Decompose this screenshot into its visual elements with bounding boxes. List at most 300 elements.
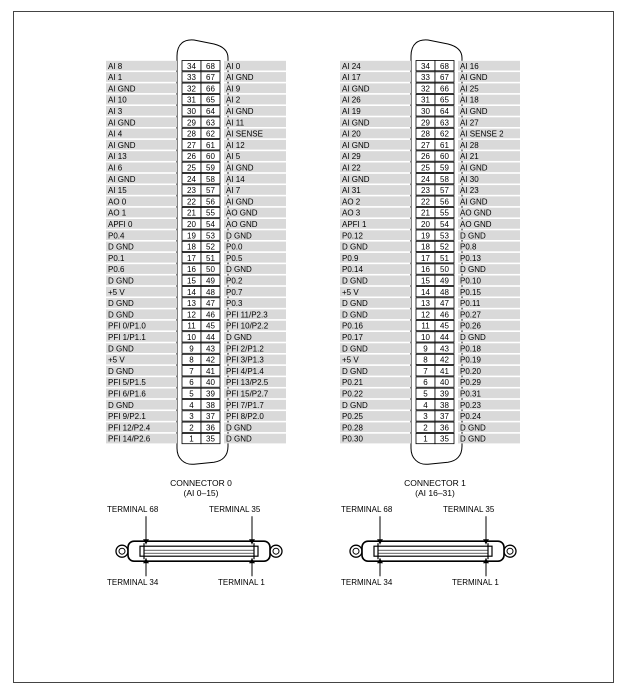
connector-title: CONNECTOR 0 (170, 478, 232, 489)
pin-row (340, 185, 520, 195)
left-signal-label: D GND (342, 400, 368, 410)
left-pin-number: 33 (421, 73, 430, 83)
right-signal-label: P0.3 (226, 299, 243, 309)
right-signal-label: P0.5 (226, 253, 243, 263)
right-screw (504, 545, 516, 557)
left-signal-label: PFI 9/P2.1 (108, 412, 146, 422)
left-pin-number: 15 (421, 276, 430, 286)
pin-row (340, 343, 520, 353)
pin-row (340, 388, 520, 398)
left-signal-label: AI 13 (108, 152, 127, 162)
terminal-34-label: TERMINAL 34 (341, 578, 393, 588)
left-pin-number: 16 (421, 265, 430, 275)
pin-row (340, 61, 520, 71)
right-pin-number: 59 (440, 163, 449, 173)
left-pin-number: 10 (187, 333, 196, 343)
left-signal-label: PFI 5/P1.5 (108, 378, 146, 388)
right-pin-number: 58 (440, 174, 449, 184)
left-signal-label: PFI 14/P2.6 (108, 434, 151, 444)
right-pin-number: 47 (440, 299, 449, 309)
terminal-1-label: TERMINAL 1 (452, 578, 499, 588)
right-pin-number: 38 (440, 400, 449, 410)
right-pin-number: 45 (206, 321, 215, 331)
left-pin-number: 19 (421, 231, 430, 241)
right-signal-label: AI 0 (226, 61, 241, 71)
right-signal-label: PFI 8/P2.0 (226, 412, 264, 422)
right-signal-label: D GND (460, 423, 486, 433)
left-pin-number: 24 (187, 174, 196, 184)
left-signal-label: AI GND (108, 118, 136, 128)
right-signal-label: AI 2 (226, 95, 241, 105)
left-pin-number: 22 (421, 197, 430, 207)
left-pin-number: 11 (187, 321, 196, 331)
left-signal-label: D GND (342, 299, 368, 309)
left-signal-label: AI 31 (342, 186, 361, 196)
left-screw (350, 545, 362, 557)
right-pin-number: 47 (206, 299, 215, 309)
right-signal-label: P0.2 (226, 276, 243, 286)
right-pin-number: 53 (440, 231, 449, 241)
right-signal-label: AI GND (460, 197, 488, 207)
terminal-68-label: TERMINAL 68 (341, 505, 393, 515)
left-signal-label: AO 2 (342, 197, 361, 207)
pin-row (340, 287, 520, 297)
right-signal-label: AI 27 (460, 118, 479, 128)
right-pin-number: 60 (440, 152, 449, 162)
pin-row (340, 253, 520, 263)
right-pin-number: 41 (440, 366, 449, 376)
left-signal-label: +5 V (342, 355, 359, 365)
terminal-34-label: TERMINAL 34 (107, 578, 159, 588)
right-pin-number: 51 (440, 253, 449, 263)
pin-row (340, 151, 520, 161)
right-signal-label: P0.0 (226, 242, 243, 252)
left-pin-number: 7 (189, 366, 194, 376)
right-signal-label: AI GND (226, 107, 254, 117)
right-pin-number: 64 (206, 107, 215, 117)
pin-row (340, 320, 520, 330)
right-signal-label: P0.13 (460, 253, 481, 263)
left-pin-number: 30 (187, 107, 196, 117)
right-pin-number: 46 (206, 310, 215, 320)
left-signal-label: +5 V (108, 287, 125, 297)
right-signal-label: AI 9 (226, 84, 241, 94)
right-signal-label: PFI 10/P2.2 (226, 321, 269, 331)
left-signal-label: P0.9 (342, 253, 359, 263)
right-pin-number: 55 (206, 208, 215, 218)
pin-row (340, 174, 520, 184)
left-signal-label: AI 24 (342, 61, 361, 71)
left-signal-label: AI 1 (108, 73, 123, 83)
left-pin-number: 22 (187, 197, 196, 207)
left-pin-number: 10 (421, 333, 430, 343)
right-pin-number: 48 (206, 287, 215, 297)
left-pin-number: 20 (187, 220, 196, 230)
right-pin-number: 65 (206, 95, 215, 105)
right-pin-number: 50 (440, 265, 449, 275)
left-pin-number: 5 (423, 389, 428, 399)
left-pin-number: 23 (187, 186, 196, 196)
right-signal-label: P0.24 (460, 412, 481, 422)
left-signal-label: APFI 1 (342, 220, 367, 230)
pin-row (340, 264, 520, 274)
right-signal-label: PFI 7/P1.7 (226, 400, 264, 410)
pin-row (340, 433, 520, 443)
left-signal-label: AI GND (342, 118, 370, 128)
left-signal-label: AI 3 (108, 107, 123, 117)
left-pin-number: 32 (421, 84, 430, 94)
left-pin-number: 16 (187, 265, 196, 275)
right-signal-label: P0.26 (460, 321, 481, 331)
left-pin-number: 13 (421, 299, 430, 309)
left-screw (116, 545, 128, 557)
terminal-35-label: TERMINAL 35 (209, 505, 261, 515)
left-signal-label: P0.28 (342, 423, 363, 433)
left-signal-label: D GND (108, 366, 134, 376)
left-pin-number: 2 (423, 423, 428, 433)
right-signal-label: P0.20 (460, 366, 481, 376)
right-signal-label: AO GND (460, 220, 492, 230)
left-pin-number: 28 (421, 129, 430, 139)
right-signal-label: PFI 13/P2.5 (226, 378, 269, 388)
right-signal-label: D GND (226, 434, 252, 444)
right-signal-label: D GND (460, 434, 486, 444)
right-signal-label: AI 30 (460, 174, 479, 184)
pin-row (340, 219, 520, 229)
terminal-68-label: TERMINAL 68 (107, 505, 159, 515)
left-signal-label: PFI 12/P2.4 (108, 423, 151, 433)
right-signal-label: AI 5 (226, 152, 241, 162)
right-pin-number: 63 (206, 118, 215, 128)
pin-row (340, 275, 520, 285)
right-signal-label: PFI 2/P1.2 (226, 344, 264, 354)
right-signal-label: AI GND (226, 163, 254, 173)
pin-row (340, 377, 520, 387)
right-pin-number: 63 (440, 118, 449, 128)
right-signal-label: AI GND (460, 73, 488, 83)
right-signal-label: D GND (226, 231, 252, 241)
left-pin-number: 1 (423, 434, 428, 444)
pin-row (340, 354, 520, 364)
left-signal-label: AO 0 (108, 197, 127, 207)
left-signal-label: P0.14 (342, 265, 363, 275)
left-signal-label: AO 1 (108, 208, 127, 218)
left-signal-label: D GND (108, 310, 134, 320)
left-signal-label: AI GND (342, 84, 370, 94)
pin-row (340, 106, 520, 116)
left-signal-label: D GND (342, 276, 368, 286)
left-pin-number: 15 (187, 276, 196, 286)
left-pin-number: 26 (187, 152, 196, 162)
pin-row (340, 162, 520, 172)
left-signal-label: PFI 6/P1.6 (108, 389, 146, 399)
left-pin-number: 29 (187, 118, 196, 128)
right-pin-number: 66 (206, 84, 215, 94)
right-signal-label: P0.18 (460, 344, 481, 354)
pin-row (340, 332, 520, 342)
right-signal-label: AI 16 (460, 61, 479, 71)
left-pin-number: 6 (423, 378, 428, 388)
right-pin-number: 52 (440, 242, 449, 252)
right-signal-label: AI 18 (460, 95, 479, 105)
pin-row (340, 400, 520, 410)
left-signal-label: AI GND (108, 174, 136, 184)
right-signal-label: P0.7 (226, 287, 243, 297)
right-signal-label: AO GND (226, 208, 258, 218)
right-signal-label: AI SENSE 2 (460, 129, 504, 139)
left-pin-number: 6 (189, 378, 194, 388)
right-pin-number: 35 (440, 434, 449, 444)
right-signal-label: AI 21 (460, 152, 479, 162)
pin-row (340, 196, 520, 206)
right-signal-label: AI 7 (226, 186, 241, 196)
right-pin-number: 42 (440, 355, 449, 365)
right-pin-number: 42 (206, 355, 215, 365)
left-pin-number: 27 (187, 140, 196, 150)
left-signal-label: +5 V (342, 287, 359, 297)
right-signal-label: AI GND (460, 107, 488, 117)
left-signal-label: APFI 0 (108, 220, 133, 230)
right-pin-number: 61 (440, 140, 449, 150)
right-signal-label: P0.10 (460, 276, 481, 286)
figure-frame (13, 11, 614, 683)
left-signal-label: AI 22 (342, 163, 361, 173)
pin-row (340, 411, 520, 421)
right-pin-number: 43 (440, 344, 449, 354)
right-signal-label: AI 25 (460, 84, 479, 94)
right-pin-number: 55 (440, 208, 449, 218)
left-pin-number: 28 (187, 129, 196, 139)
left-pin-number: 20 (421, 220, 430, 230)
terminal-35-label: TERMINAL 35 (443, 505, 495, 515)
terminal-1-label: TERMINAL 1 (218, 578, 265, 588)
right-pin-number: 44 (206, 333, 215, 343)
right-signal-label: AI 23 (460, 186, 479, 196)
left-signal-label: P0.4 (108, 231, 125, 241)
right-pin-number: 39 (206, 389, 215, 399)
left-signal-label: P0.22 (342, 389, 363, 399)
left-pin-number: 3 (189, 412, 194, 422)
pin-row (340, 128, 520, 138)
right-signal-label: P0.29 (460, 378, 481, 388)
right-pin-number: 43 (206, 344, 215, 354)
right-pin-number: 36 (440, 423, 449, 433)
pin-row (340, 366, 520, 376)
left-signal-label: +5 V (108, 355, 125, 365)
pin-row (340, 83, 520, 93)
right-signal-label: AI 11 (226, 118, 245, 128)
right-signal-label: P0.27 (460, 310, 481, 320)
left-signal-label: AI GND (342, 140, 370, 150)
left-pin-number: 32 (187, 84, 196, 94)
connector-title: CONNECTOR 1 (404, 478, 466, 489)
right-pin-number: 52 (206, 242, 215, 252)
left-pin-number: 13 (187, 299, 196, 309)
left-signal-label: D GND (342, 242, 368, 252)
plug-slot (374, 546, 492, 556)
left-pin-number: 1 (189, 434, 194, 444)
left-signal-label: AI 19 (342, 107, 361, 117)
left-pin-number: 5 (189, 389, 194, 399)
left-signal-label: AI 20 (342, 129, 361, 139)
right-pin-number: 64 (440, 107, 449, 117)
left-signal-label: AI 4 (108, 129, 123, 139)
right-pin-number: 61 (206, 140, 215, 150)
right-signal-label: D GND (460, 265, 486, 275)
right-pin-number: 65 (440, 95, 449, 105)
left-pin-number: 34 (421, 61, 430, 71)
left-pin-number: 8 (423, 355, 428, 365)
right-pin-number: 45 (440, 321, 449, 331)
right-pin-number: 49 (206, 276, 215, 286)
right-signal-label: P0.31 (460, 389, 481, 399)
right-pin-number: 35 (206, 434, 215, 444)
left-signal-label: P0.6 (108, 265, 125, 275)
left-pin-number: 7 (423, 366, 428, 376)
left-pin-number: 12 (421, 310, 430, 320)
right-pin-number: 67 (440, 73, 449, 83)
left-signal-label: P0.12 (342, 231, 363, 241)
left-signal-label: AI 17 (342, 73, 361, 83)
right-signal-label: PFI 11/P2.3 (226, 310, 268, 320)
left-pin-number: 9 (189, 344, 194, 354)
right-pin-number: 50 (206, 265, 215, 275)
left-signal-label: D GND (108, 344, 134, 354)
left-signal-label: AI 29 (342, 152, 361, 162)
left-signal-label: D GND (108, 276, 134, 286)
right-pin-number: 58 (206, 174, 215, 184)
right-pin-number: 56 (440, 197, 449, 207)
right-signal-label: P0.8 (460, 242, 477, 252)
cable-plug (350, 516, 516, 576)
left-signal-label: D GND (108, 299, 134, 309)
left-pin-number: 31 (421, 95, 430, 105)
left-pin-number: 25 (421, 163, 430, 173)
right-pin-number: 48 (440, 287, 449, 297)
right-signal-label: P0.11 (460, 299, 481, 309)
left-pin-number: 9 (423, 344, 428, 354)
pin-row (340, 309, 520, 319)
right-signal-label: P0.19 (460, 355, 481, 365)
plug-slot (140, 546, 258, 556)
left-pin-number: 29 (421, 118, 430, 128)
left-pin-number: 30 (421, 107, 430, 117)
left-pin-number: 33 (187, 73, 196, 83)
right-pin-number: 62 (206, 129, 215, 139)
left-signal-label: D GND (342, 344, 368, 354)
left-signal-label: P0.30 (342, 434, 363, 444)
left-signal-label: D GND (342, 310, 368, 320)
left-pin-number: 18 (187, 242, 196, 252)
left-signal-label: AI GND (342, 174, 370, 184)
right-pin-number: 40 (440, 378, 449, 388)
right-signal-label: AI GND (226, 73, 254, 83)
left-pin-number: 14 (421, 287, 430, 297)
left-pin-number: 4 (423, 400, 428, 410)
left-pin-number: 23 (421, 186, 430, 196)
left-signal-label: P0.1 (108, 253, 125, 263)
right-signal-label: D GND (226, 265, 252, 275)
right-pin-number: 41 (206, 366, 215, 376)
right-pin-number: 68 (440, 61, 449, 71)
right-signal-label: PFI 4/P1.4 (226, 366, 264, 376)
right-pin-number: 68 (206, 61, 215, 71)
right-signal-label: D GND (226, 423, 252, 433)
left-signal-label: AI 26 (342, 95, 361, 105)
right-signal-label: PFI 15/P2.7 (226, 389, 269, 399)
right-signal-label: D GND (460, 231, 486, 241)
right-pin-number: 44 (440, 333, 449, 343)
left-signal-label: AI GND (108, 140, 136, 150)
left-signal-label: P0.25 (342, 412, 363, 422)
left-pin-number: 11 (421, 321, 430, 331)
pin-row (340, 94, 520, 104)
right-signal-label: AI SENSE (226, 129, 263, 139)
left-pin-number: 34 (187, 61, 196, 71)
right-signal-label: AO GND (226, 220, 258, 230)
right-pin-number: 67 (206, 73, 215, 83)
left-signal-label: P0.21 (342, 378, 363, 388)
left-pin-number: 18 (421, 242, 430, 252)
right-signal-label: P0.15 (460, 287, 481, 297)
right-signal-label: AI 12 (226, 140, 245, 150)
connector-subtitle: (AI 16–31) (415, 488, 455, 499)
right-signal-label: AI GND (226, 197, 254, 207)
left-signal-label: AI 6 (108, 163, 123, 173)
connector-1-pinout (248, 12, 548, 684)
right-pin-number: 36 (206, 423, 215, 433)
right-pin-number: 39 (440, 389, 449, 399)
left-signal-label: AI 15 (108, 186, 127, 196)
left-pin-number: 19 (187, 231, 196, 241)
right-pin-number: 56 (206, 197, 215, 207)
pin-row (340, 140, 520, 150)
left-pin-number: 8 (189, 355, 194, 365)
right-pin-number: 60 (206, 152, 215, 162)
left-pin-number: 26 (421, 152, 430, 162)
left-signal-label: D GND (108, 400, 134, 410)
right-pin-number: 40 (206, 378, 215, 388)
right-pin-number: 37 (206, 412, 215, 422)
left-signal-label: D GND (342, 366, 368, 376)
left-signal-label: AI 8 (108, 61, 123, 71)
right-pin-number: 37 (440, 412, 449, 422)
right-pin-number: 46 (440, 310, 449, 320)
pin-row (340, 422, 520, 432)
connector-subtitle: (AI 0–15) (183, 488, 219, 499)
left-pin-number: 3 (423, 412, 428, 422)
left-pin-number: 25 (187, 163, 196, 173)
left-pin-number: 17 (187, 253, 196, 263)
left-pin-number: 2 (189, 423, 194, 433)
left-pin-number: 27 (421, 140, 430, 150)
right-pin-number: 54 (440, 220, 449, 230)
left-signal-label: PFI 0/P1.0 (108, 321, 146, 331)
pin-row (340, 72, 520, 82)
right-pin-number: 62 (440, 129, 449, 139)
right-signal-label: P0.23 (460, 400, 481, 410)
left-pin-number: 21 (421, 208, 430, 218)
right-pin-number: 38 (206, 400, 215, 410)
right-pin-number: 54 (206, 220, 215, 230)
right-pin-number: 51 (206, 253, 215, 263)
pin-row (340, 207, 520, 217)
left-signal-label: AO 3 (342, 208, 361, 218)
right-pin-number: 57 (206, 186, 215, 196)
left-pin-number: 4 (189, 400, 194, 410)
left-signal-label: D GND (108, 242, 134, 252)
left-pin-number: 14 (187, 287, 196, 297)
